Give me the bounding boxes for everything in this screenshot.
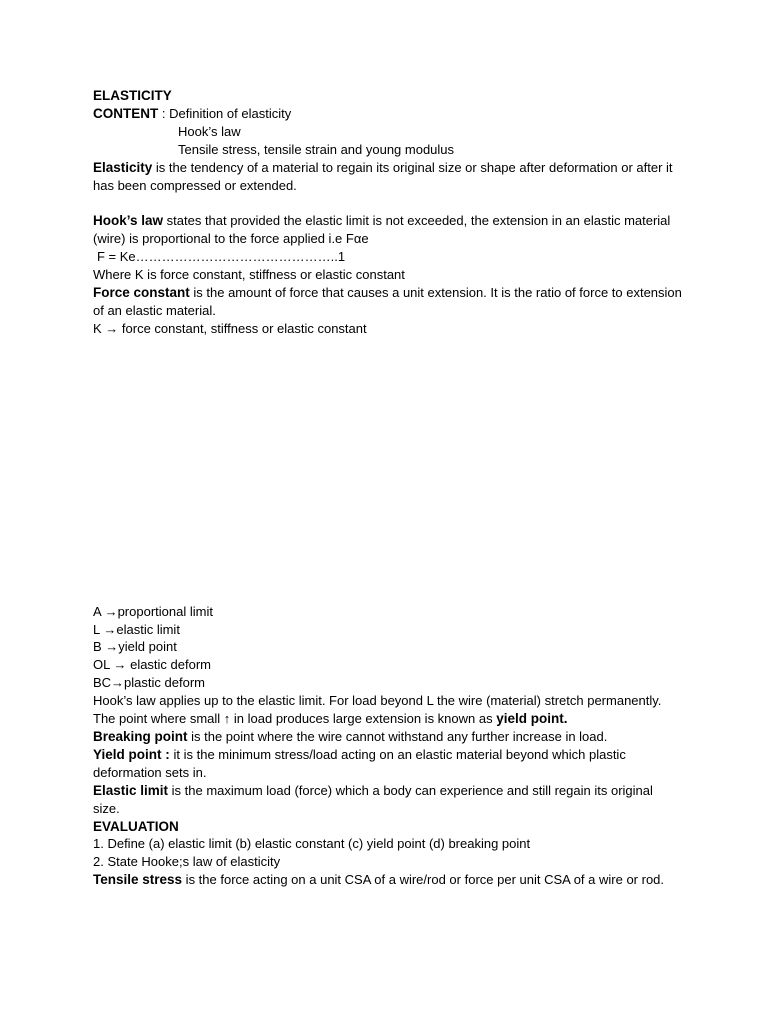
elastic-limit-definition: Elastic limit is the maximum load (force) which a body can experience and still regain its original size. <box>93 782 653 816</box>
figure-placeholder <box>93 338 683 603</box>
graph-label: BC→plastic deform <box>93 675 205 691</box>
yield-point-definition: Yield point : it is the minimum stress/load acting on an elastic material beyond which plastic deformation sets in. <box>93 746 626 780</box>
evaluation-question: 2. State Hooke;s law of elasticity <box>93 854 281 870</box>
evaluation-heading: EVALUATION <box>93 818 179 834</box>
hooks-law-equation: F = Ke………………………………………..1 <box>97 249 346 265</box>
force-constant-definition: Force constant is the amount of force that causes a unit extension. It is the ratio of force to extension of an elastic material. <box>93 284 682 318</box>
graph-label: L →elastic limit <box>93 621 180 637</box>
content-label: CONTENT <box>93 105 159 121</box>
hooks-law-definition: Hook’s law states that provided the elastic limit is not exceeded, the extension in an elastic material (wire) is proportional to the force applied i.e Fαe <box>93 213 671 247</box>
document-title: ELASTICITY <box>93 88 172 103</box>
tensile-stress-definition: Tensile stress is the force acting on a unit CSA of a wire/rod or force per unit CSA of a wire or rod. <box>93 872 665 888</box>
hooks-law-where: Where K is force constant, stiffness or elastic constant <box>93 267 405 283</box>
spacer <box>93 194 683 212</box>
content-line: CONTENT : Definition of elasticity <box>93 105 292 121</box>
content-item: Definition of elasticity <box>169 105 292 121</box>
elasticity-definition: Elasticity is the tendency of a material to regain its original size or shape after deformation or after it has been compressed or extended. <box>93 159 673 193</box>
graph-label: A →proportional limit <box>93 603 213 619</box>
content-item: Tensile stress, tensile strain and young modulus <box>178 141 455 157</box>
k-definition: K → force constant, stiffness or elastic constant <box>93 320 367 336</box>
content-item: Hook’s law <box>178 123 241 139</box>
graph-label: B →yield point <box>93 639 177 655</box>
breaking-point-definition: Breaking point is the point where the wire cannot withstand any further increase in load. <box>93 729 608 745</box>
evaluation-question: 1. Define (a) elastic limit (b) elastic constant (c) yield point (d) breaking point <box>93 836 531 852</box>
document-body <box>93 87 683 889</box>
graph-label: OL → elastic deform <box>93 657 212 673</box>
hooke-applies-paragraph: Hook’s law applies up to the elastic limit. For load beyond L the wire (material) stretch permanently. The point where small ↑ in load produces large extension is known as yield point. <box>93 693 662 727</box>
